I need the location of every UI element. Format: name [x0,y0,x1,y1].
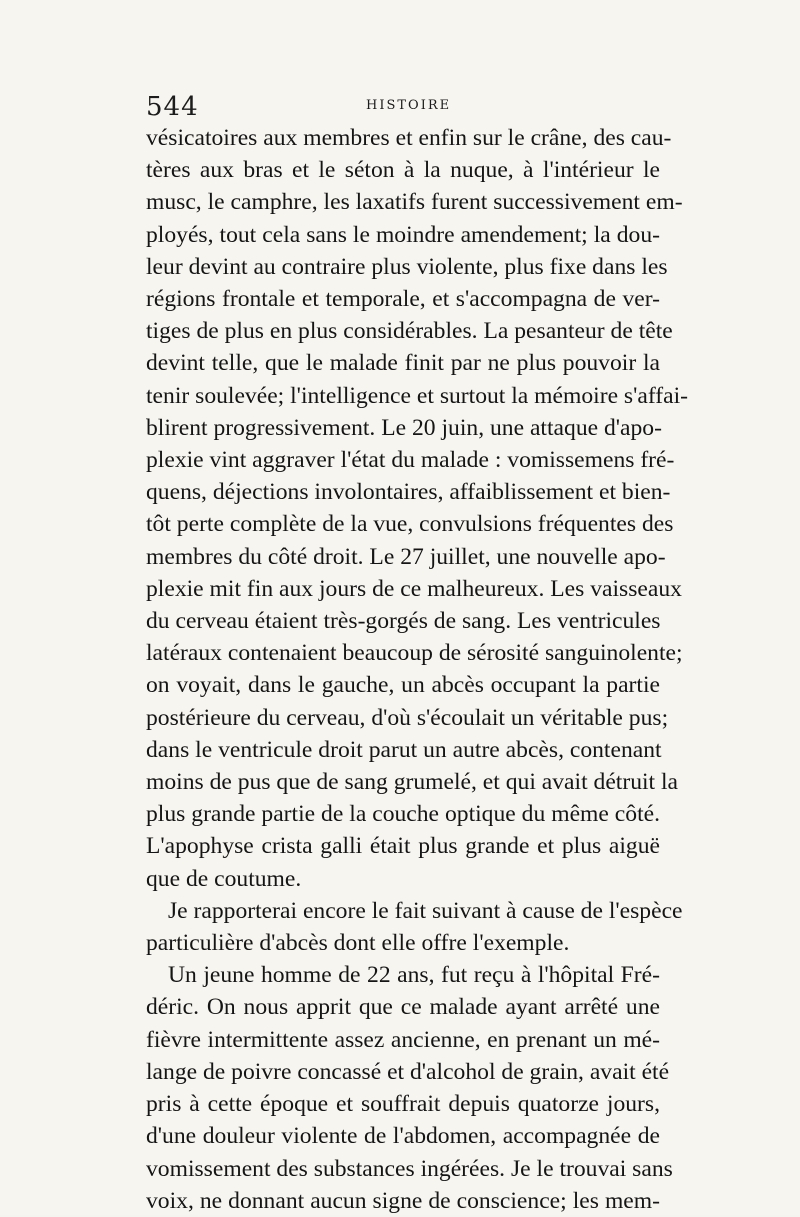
text-line: régions frontale et temporale, et s'accompagna de ver- [146,286,660,313]
text-line: Un jeune homme de 22 ans, fut reçu à l'hôpital Fré- [168,962,660,989]
text-line: vomissement des substances ingérées. Je le trouvai sans [146,1155,673,1182]
text-line: tenir soulevée; l'intelligence et surtout la mémoire s'affai- [146,382,689,409]
text-line: leur devint au contraire plus violente, plus fixe dans les [146,253,668,280]
text-line: L'apophyse crista galli était plus grande et plus aiguë [146,833,660,860]
text-line: dans le ventricule droit parut un autre abcès, contenant [146,736,662,763]
text-line: pris à cette époque et souffrait depuis quatorze jours, [146,1091,660,1118]
paragraph [146,895,683,959]
text-line: plus grande partie de la couche optique du même côté. [146,801,660,828]
text-line: d'une douleur violente de l'abdomen, accompagnée de [146,1123,660,1150]
text-line: fièvre intermittente assez ancienne, en prenant un mé- [146,1026,660,1053]
text-line: postérieure du cerveau, d'où s'écoulait un véritable pus; [146,704,669,731]
text-line: voix, ne donnant aucun signe de conscience; les mem- [146,1187,660,1214]
text-line: quens, déjections involontaires, affaiblissement et bien- [146,479,671,506]
text-line: lange de poivre concassé et d'alcohol de grain, avait été [146,1058,670,1085]
text-line: musc, le camphre, les laxatifs furent successivement em- [146,189,683,216]
text-line: tères aux bras et le séton à la nuque, à l'intérieur le [146,157,660,184]
text-line: moins de pus que de sang grumelé, et qui avait détruit la [146,769,679,796]
text-line: vésicatoires aux membres et enfin sur le crâne, des cau- [146,125,672,151]
text-line: déric. On nous apprit que ce malade ayant arrêté une [146,994,660,1021]
text-line: tôt perte complète de la vue, convulsions fréquentes des [146,511,674,538]
text-line: du cerveau étaient très-gorgés de sang. Les ventricules [146,608,661,635]
text-line: plexie vint aggraver l'état du malade : vomissemens fré- [146,447,675,474]
text-line: on voyait, dans le gauche, un abcès occupant la partie [146,672,660,699]
text-line: tiges de plus en plus considérables. La pesanteur de tête [146,318,673,345]
running-head: HISTOIRE [366,98,452,113]
body-text [146,122,689,1217]
page-header [146,92,660,124]
text-line: blirent progressivement. Le 20 juin, une attaque d'apo- [146,414,662,441]
text-line: que de coutume. [146,865,302,892]
paragraph [146,122,689,895]
paragraph [146,959,673,1217]
text-line: particulière d'abcès dont elle offre l'exemple. [146,930,570,957]
text-line: ployés, tout cela sans le moindre amendement; la dou- [146,221,660,248]
text-line: membres du côté droit. Le 27 juillet, une nouvelle apo- [146,543,666,570]
text-line: devint telle, que le malade finit par ne plus pouvoir la [146,350,660,377]
page-number: 544 [146,92,199,122]
text-line: Je rapporterai encore le fait suivant à cause de l'espèce [168,897,683,924]
text-line: latéraux contenaient beaucoup de sérosité sanguinolente; [146,640,683,667]
text-line: plexie mit fin aux jours de ce malheureux. Les vaisseaux [146,575,682,602]
